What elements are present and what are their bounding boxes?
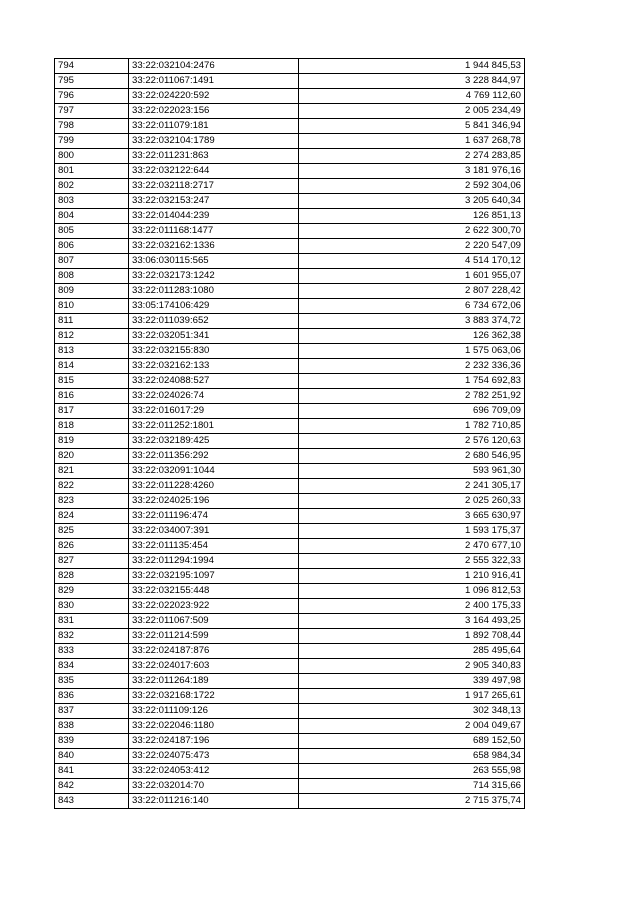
cadastral-number-cell: 33:22:011196:474 (129, 509, 299, 524)
row-number-cell: 837 (55, 704, 129, 719)
cadastral-number-cell: 33:22:014044:239 (129, 209, 299, 224)
cadastral-number-cell: 33:22:024075:473 (129, 749, 299, 764)
row-number-cell: 841 (55, 764, 129, 779)
cadastral-number-cell: 33:22:024187:876 (129, 644, 299, 659)
row-number-cell: 795 (55, 74, 129, 89)
table-row (55, 269, 525, 284)
cadastral-value-cell: 2 622 300,70 (299, 224, 525, 239)
cadastral-value-cell: 1 782 710,85 (299, 419, 525, 434)
table-row (55, 524, 525, 539)
row-number-cell: 809 (55, 284, 129, 299)
row-number-cell: 803 (55, 194, 129, 209)
cadastral-value-cell: 2 241 305,17 (299, 479, 525, 494)
row-number-cell: 802 (55, 179, 129, 194)
cadastral-number-cell: 33:22:022023:922 (129, 599, 299, 614)
table-row (55, 254, 525, 269)
cadastral-value-cell: 126 362,38 (299, 329, 525, 344)
table-row (55, 74, 525, 89)
cadastral-value-cell: 2 025 260,33 (299, 494, 525, 509)
cadastral-number-cell: 33:22:032162:1336 (129, 239, 299, 254)
cadastral-number-cell: 33:06:030115:565 (129, 254, 299, 269)
cadastral-number-cell: 33:22:032153:247 (129, 194, 299, 209)
row-number-cell: 838 (55, 719, 129, 734)
table-row (55, 374, 525, 389)
row-number-cell: 822 (55, 479, 129, 494)
cadastral-value-cell: 2 715 375,74 (299, 794, 525, 809)
cadastral-value-cell: 1 575 063,06 (299, 344, 525, 359)
cadastral-number-cell: 33:22:011231:863 (129, 149, 299, 164)
table-row (55, 794, 525, 809)
cadastral-number-cell: 33:22:011252:1801 (129, 419, 299, 434)
cadastral-number-cell: 33:22:011067:509 (129, 614, 299, 629)
cadastral-value-cell: 2 576 120,63 (299, 434, 525, 449)
table-row (55, 314, 525, 329)
row-number-cell: 796 (55, 89, 129, 104)
table-row (55, 614, 525, 629)
cadastral-number-cell: 33:22:032122:644 (129, 164, 299, 179)
table-row (55, 509, 525, 524)
row-number-cell: 826 (55, 539, 129, 554)
table-row (55, 149, 525, 164)
cadastral-number-cell: 33:22:024026:74 (129, 389, 299, 404)
table-row (55, 209, 525, 224)
table-body (55, 59, 525, 809)
row-number-cell: 831 (55, 614, 129, 629)
cadastral-number-cell: 33:22:011264:189 (129, 674, 299, 689)
row-number-cell: 824 (55, 509, 129, 524)
cadastral-value-cell: 2 807 228,42 (299, 284, 525, 299)
row-number-cell: 817 (55, 404, 129, 419)
table-row (55, 479, 525, 494)
row-number-cell: 801 (55, 164, 129, 179)
cadastral-value-cell: 1 892 708,44 (299, 629, 525, 644)
cadastral-value-cell: 2 680 546,95 (299, 449, 525, 464)
table-row (55, 59, 525, 74)
cadastral-value-cell: 3 883 374,72 (299, 314, 525, 329)
cadastral-value-cell: 4 769 112,60 (299, 89, 525, 104)
cadastral-value-cell: 1 637 268,78 (299, 134, 525, 149)
cadastral-number-cell: 33:22:024187:196 (129, 734, 299, 749)
cadastral-value-cell: 1 096 812,53 (299, 584, 525, 599)
table-row (55, 674, 525, 689)
table-row (55, 239, 525, 254)
table-row (55, 104, 525, 119)
cadastral-value-cell: 3 665 630,97 (299, 509, 525, 524)
cadastral-number-cell: 33:22:022023:156 (129, 104, 299, 119)
cadastral-value-cell: 714 315,66 (299, 779, 525, 794)
cadastral-number-cell: 33:22:022046:1180 (129, 719, 299, 734)
row-number-cell: 821 (55, 464, 129, 479)
table-row (55, 689, 525, 704)
cadastral-value-cell: 2 005 234,49 (299, 104, 525, 119)
table-row (55, 224, 525, 239)
table-row (55, 584, 525, 599)
cadastral-number-cell: 33:22:032104:2476 (129, 59, 299, 74)
table-row (55, 764, 525, 779)
cadastral-number-cell: 33:22:016017:29 (129, 404, 299, 419)
cadastral-number-cell: 33:22:011109:126 (129, 704, 299, 719)
table-row (55, 359, 525, 374)
row-number-cell: 829 (55, 584, 129, 599)
cadastral-value-cell: 593 961,30 (299, 464, 525, 479)
cadastral-value-table (54, 58, 525, 809)
table-row (55, 194, 525, 209)
cadastral-value-cell: 6 734 672,06 (299, 299, 525, 314)
row-number-cell: 808 (55, 269, 129, 284)
cadastral-number-cell: 33:22:032168:1722 (129, 689, 299, 704)
cadastral-value-cell: 696 709,09 (299, 404, 525, 419)
cadastral-value-cell: 2 232 336,36 (299, 359, 525, 374)
cadastral-number-cell: 33:22:011039:652 (129, 314, 299, 329)
row-number-cell: 823 (55, 494, 129, 509)
table-row (55, 419, 525, 434)
cadastral-number-cell: 33:22:034007:391 (129, 524, 299, 539)
cadastral-number-cell: 33:22:032189:425 (129, 434, 299, 449)
cadastral-number-cell: 33:22:011283:1080 (129, 284, 299, 299)
cadastral-number-cell: 33:22:011079:181 (129, 119, 299, 134)
table-row (55, 554, 525, 569)
cadastral-value-cell: 1 210 916,41 (299, 569, 525, 584)
table-row (55, 134, 525, 149)
row-number-cell: 830 (55, 599, 129, 614)
row-number-cell: 804 (55, 209, 129, 224)
cadastral-number-cell: 33:22:011228:4260 (129, 479, 299, 494)
cadastral-number-cell: 33:22:032173:1242 (129, 269, 299, 284)
cadastral-number-cell: 33:22:032155:830 (129, 344, 299, 359)
table-row (55, 704, 525, 719)
cadastral-value-cell: 689 152,50 (299, 734, 525, 749)
cadastral-value-cell: 2 592 304,06 (299, 179, 525, 194)
table-row (55, 599, 525, 614)
cadastral-number-cell: 33:22:032162:133 (129, 359, 299, 374)
row-number-cell: 806 (55, 239, 129, 254)
table-row (55, 404, 525, 419)
row-number-cell: 828 (55, 569, 129, 584)
row-number-cell: 799 (55, 134, 129, 149)
cadastral-value-cell: 3 228 844,97 (299, 74, 525, 89)
cadastral-number-cell: 33:22:011216:140 (129, 794, 299, 809)
cadastral-number-cell: 33:22:024025:196 (129, 494, 299, 509)
table-row (55, 164, 525, 179)
row-number-cell: 819 (55, 434, 129, 449)
cadastral-number-cell: 33:22:032118:2717 (129, 179, 299, 194)
row-number-cell: 827 (55, 554, 129, 569)
cadastral-number-cell: 33:22:032051:341 (129, 329, 299, 344)
cadastral-number-cell: 33:22:032104:1789 (129, 134, 299, 149)
table-row (55, 539, 525, 554)
table-row (55, 179, 525, 194)
row-number-cell: 834 (55, 659, 129, 674)
table-row (55, 284, 525, 299)
row-number-cell: 794 (55, 59, 129, 74)
row-number-cell: 814 (55, 359, 129, 374)
table-row (55, 389, 525, 404)
cadastral-value-cell: 3 205 640,34 (299, 194, 525, 209)
row-number-cell: 811 (55, 314, 129, 329)
cadastral-number-cell: 33:05:174106:429 (129, 299, 299, 314)
cadastral-value-cell: 2 274 283,85 (299, 149, 525, 164)
row-number-cell: 797 (55, 104, 129, 119)
table-row (55, 719, 525, 734)
row-number-cell: 816 (55, 389, 129, 404)
table-row (55, 659, 525, 674)
table-row (55, 569, 525, 584)
row-number-cell: 800 (55, 149, 129, 164)
cadastral-value-cell: 126 851,13 (299, 209, 525, 224)
row-number-cell: 798 (55, 119, 129, 134)
cadastral-value-cell: 658 984,34 (299, 749, 525, 764)
table-row (55, 344, 525, 359)
table-row (55, 749, 525, 764)
cadastral-value-cell: 2 905 340,83 (299, 659, 525, 674)
cadastral-number-cell: 33:22:011067:1491 (129, 74, 299, 89)
cadastral-number-cell: 33:22:024220:592 (129, 89, 299, 104)
row-number-cell: 825 (55, 524, 129, 539)
row-number-cell: 812 (55, 329, 129, 344)
table-row (55, 89, 525, 104)
row-number-cell: 842 (55, 779, 129, 794)
cadastral-number-cell: 33:22:032155:448 (129, 584, 299, 599)
table-row (55, 779, 525, 794)
cadastral-value-cell: 4 514 170,12 (299, 254, 525, 269)
cadastral-value-cell: 3 181 976,16 (299, 164, 525, 179)
cadastral-number-cell: 33:22:024053:412 (129, 764, 299, 779)
table-row (55, 734, 525, 749)
cadastral-number-cell: 33:22:032091:1044 (129, 464, 299, 479)
cadastral-number-cell: 33:22:011135:454 (129, 539, 299, 554)
cadastral-number-cell: 33:22:024088:527 (129, 374, 299, 389)
cadastral-value-cell: 285 495,64 (299, 644, 525, 659)
row-number-cell: 807 (55, 254, 129, 269)
row-number-cell: 818 (55, 419, 129, 434)
cadastral-value-cell: 263 555,98 (299, 764, 525, 779)
cadastral-value-cell: 1 754 692,83 (299, 374, 525, 389)
row-number-cell: 810 (55, 299, 129, 314)
cadastral-value-cell: 2 782 251,92 (299, 389, 525, 404)
cadastral-value-cell: 1 944 845,53 (299, 59, 525, 74)
cadastral-value-cell: 2 470 677,10 (299, 539, 525, 554)
table-row (55, 494, 525, 509)
cadastral-value-cell: 2 400 175,33 (299, 599, 525, 614)
cadastral-number-cell: 33:22:011214:599 (129, 629, 299, 644)
cadastral-number-cell: 33:22:011294:1994 (129, 554, 299, 569)
row-number-cell: 815 (55, 374, 129, 389)
row-number-cell: 813 (55, 344, 129, 359)
row-number-cell: 832 (55, 629, 129, 644)
cadastral-number-cell: 33:22:024017:603 (129, 659, 299, 674)
row-number-cell: 835 (55, 674, 129, 689)
cadastral-number-cell: 33:22:011356:292 (129, 449, 299, 464)
table-row (55, 119, 525, 134)
cadastral-value-cell: 1 601 955,07 (299, 269, 525, 284)
cadastral-value-cell: 1 593 175,37 (299, 524, 525, 539)
table-row (55, 464, 525, 479)
cadastral-value-cell: 302 348,13 (299, 704, 525, 719)
table-row (55, 299, 525, 314)
cadastral-value-cell: 2 220 547,09 (299, 239, 525, 254)
table-row (55, 434, 525, 449)
cadastral-value-cell: 1 917 265,61 (299, 689, 525, 704)
row-number-cell: 833 (55, 644, 129, 659)
table-row (55, 644, 525, 659)
table-row (55, 329, 525, 344)
table-row (55, 449, 525, 464)
cadastral-value-cell: 3 164 493,25 (299, 614, 525, 629)
cadastral-number-cell: 33:22:032014:70 (129, 779, 299, 794)
cadastral-value-cell: 2 004 049,67 (299, 719, 525, 734)
row-number-cell: 836 (55, 689, 129, 704)
cadastral-number-cell: 33:22:032195:1097 (129, 569, 299, 584)
row-number-cell: 839 (55, 734, 129, 749)
cadastral-number-cell: 33:22:011168:1477 (129, 224, 299, 239)
cadastral-value-cell: 5 841 346,94 (299, 119, 525, 134)
row-number-cell: 843 (55, 794, 129, 809)
table-row (55, 629, 525, 644)
row-number-cell: 805 (55, 224, 129, 239)
cadastral-value-cell: 2 555 322,33 (299, 554, 525, 569)
row-number-cell: 840 (55, 749, 129, 764)
row-number-cell: 820 (55, 449, 129, 464)
cadastral-value-cell: 339 497,98 (299, 674, 525, 689)
